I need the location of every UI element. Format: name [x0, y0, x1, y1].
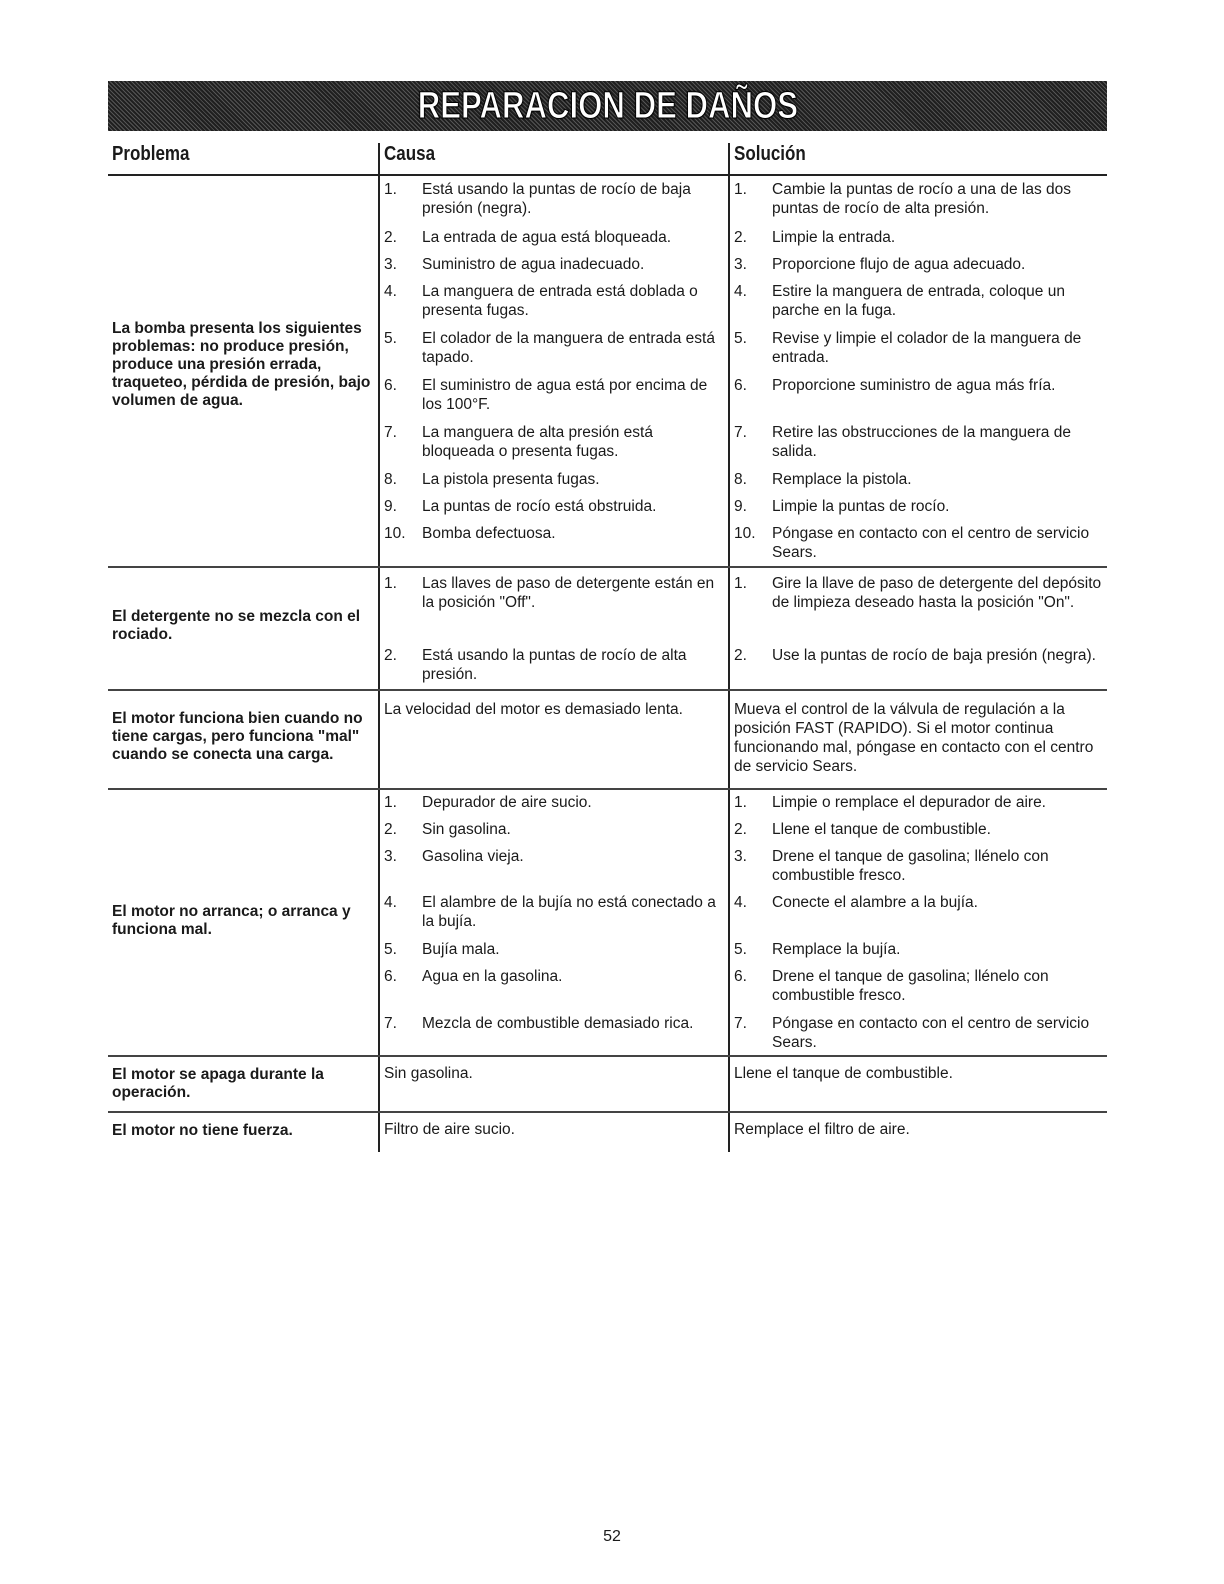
solution-text: Llene el tanque de combustible. [734, 1065, 953, 1082]
problem-pump: La bomba presenta los siguientes problemas: no produce presión, produce una presión errada, traqueteo, pérdida de presión, bajo volumen de agua. [112, 320, 371, 409]
header-cause: Causa [384, 143, 436, 165]
column-divider-cause [378, 143, 380, 1152]
title-banner [108, 81, 1107, 131]
row-divider [108, 689, 1107, 691]
row-divider [108, 1055, 1107, 1057]
page-title: REPARACION DE DAÑOS [417, 84, 798, 127]
header-solution: Solución [734, 143, 806, 165]
problem-motor-start: El motor no arranca; o arranca y funciona mal. [112, 903, 351, 938]
header-problem: Problema [112, 143, 190, 165]
problem-motor-power: El motor no tiene fuerza. [112, 1122, 293, 1139]
cause-text: La velocidad del motor es demasiado lenta. [384, 701, 683, 718]
row-divider [108, 788, 1107, 790]
column-divider-solution [728, 143, 730, 1152]
page-number: 52 [603, 1528, 621, 1545]
row-divider [108, 566, 1107, 568]
cause-text: Sin gasolina. [384, 1065, 473, 1082]
row-divider [108, 1111, 1107, 1113]
problem-detergent: El detergente no se mezcla con el rociado. [112, 608, 361, 643]
solution-text: Remplace el filtro de aire. [734, 1121, 910, 1138]
problem-motor-load: El motor funciona bien cuando no tiene cargas, pero funciona "mal" cuando se conecta una carga. [112, 710, 363, 763]
solution-text: Mueva el control de la válvula de regulación a la posición FAST (RAPIDO). Si el motor continua funcionando mal, póngase en contacto con el centro de servicio Sears. [734, 701, 1094, 775]
problem-motor-stops: El motor se apaga durante la operación. [112, 1066, 324, 1101]
column-header-row [108, 141, 1107, 176]
cause-text: Filtro de aire sucio. [384, 1121, 515, 1138]
